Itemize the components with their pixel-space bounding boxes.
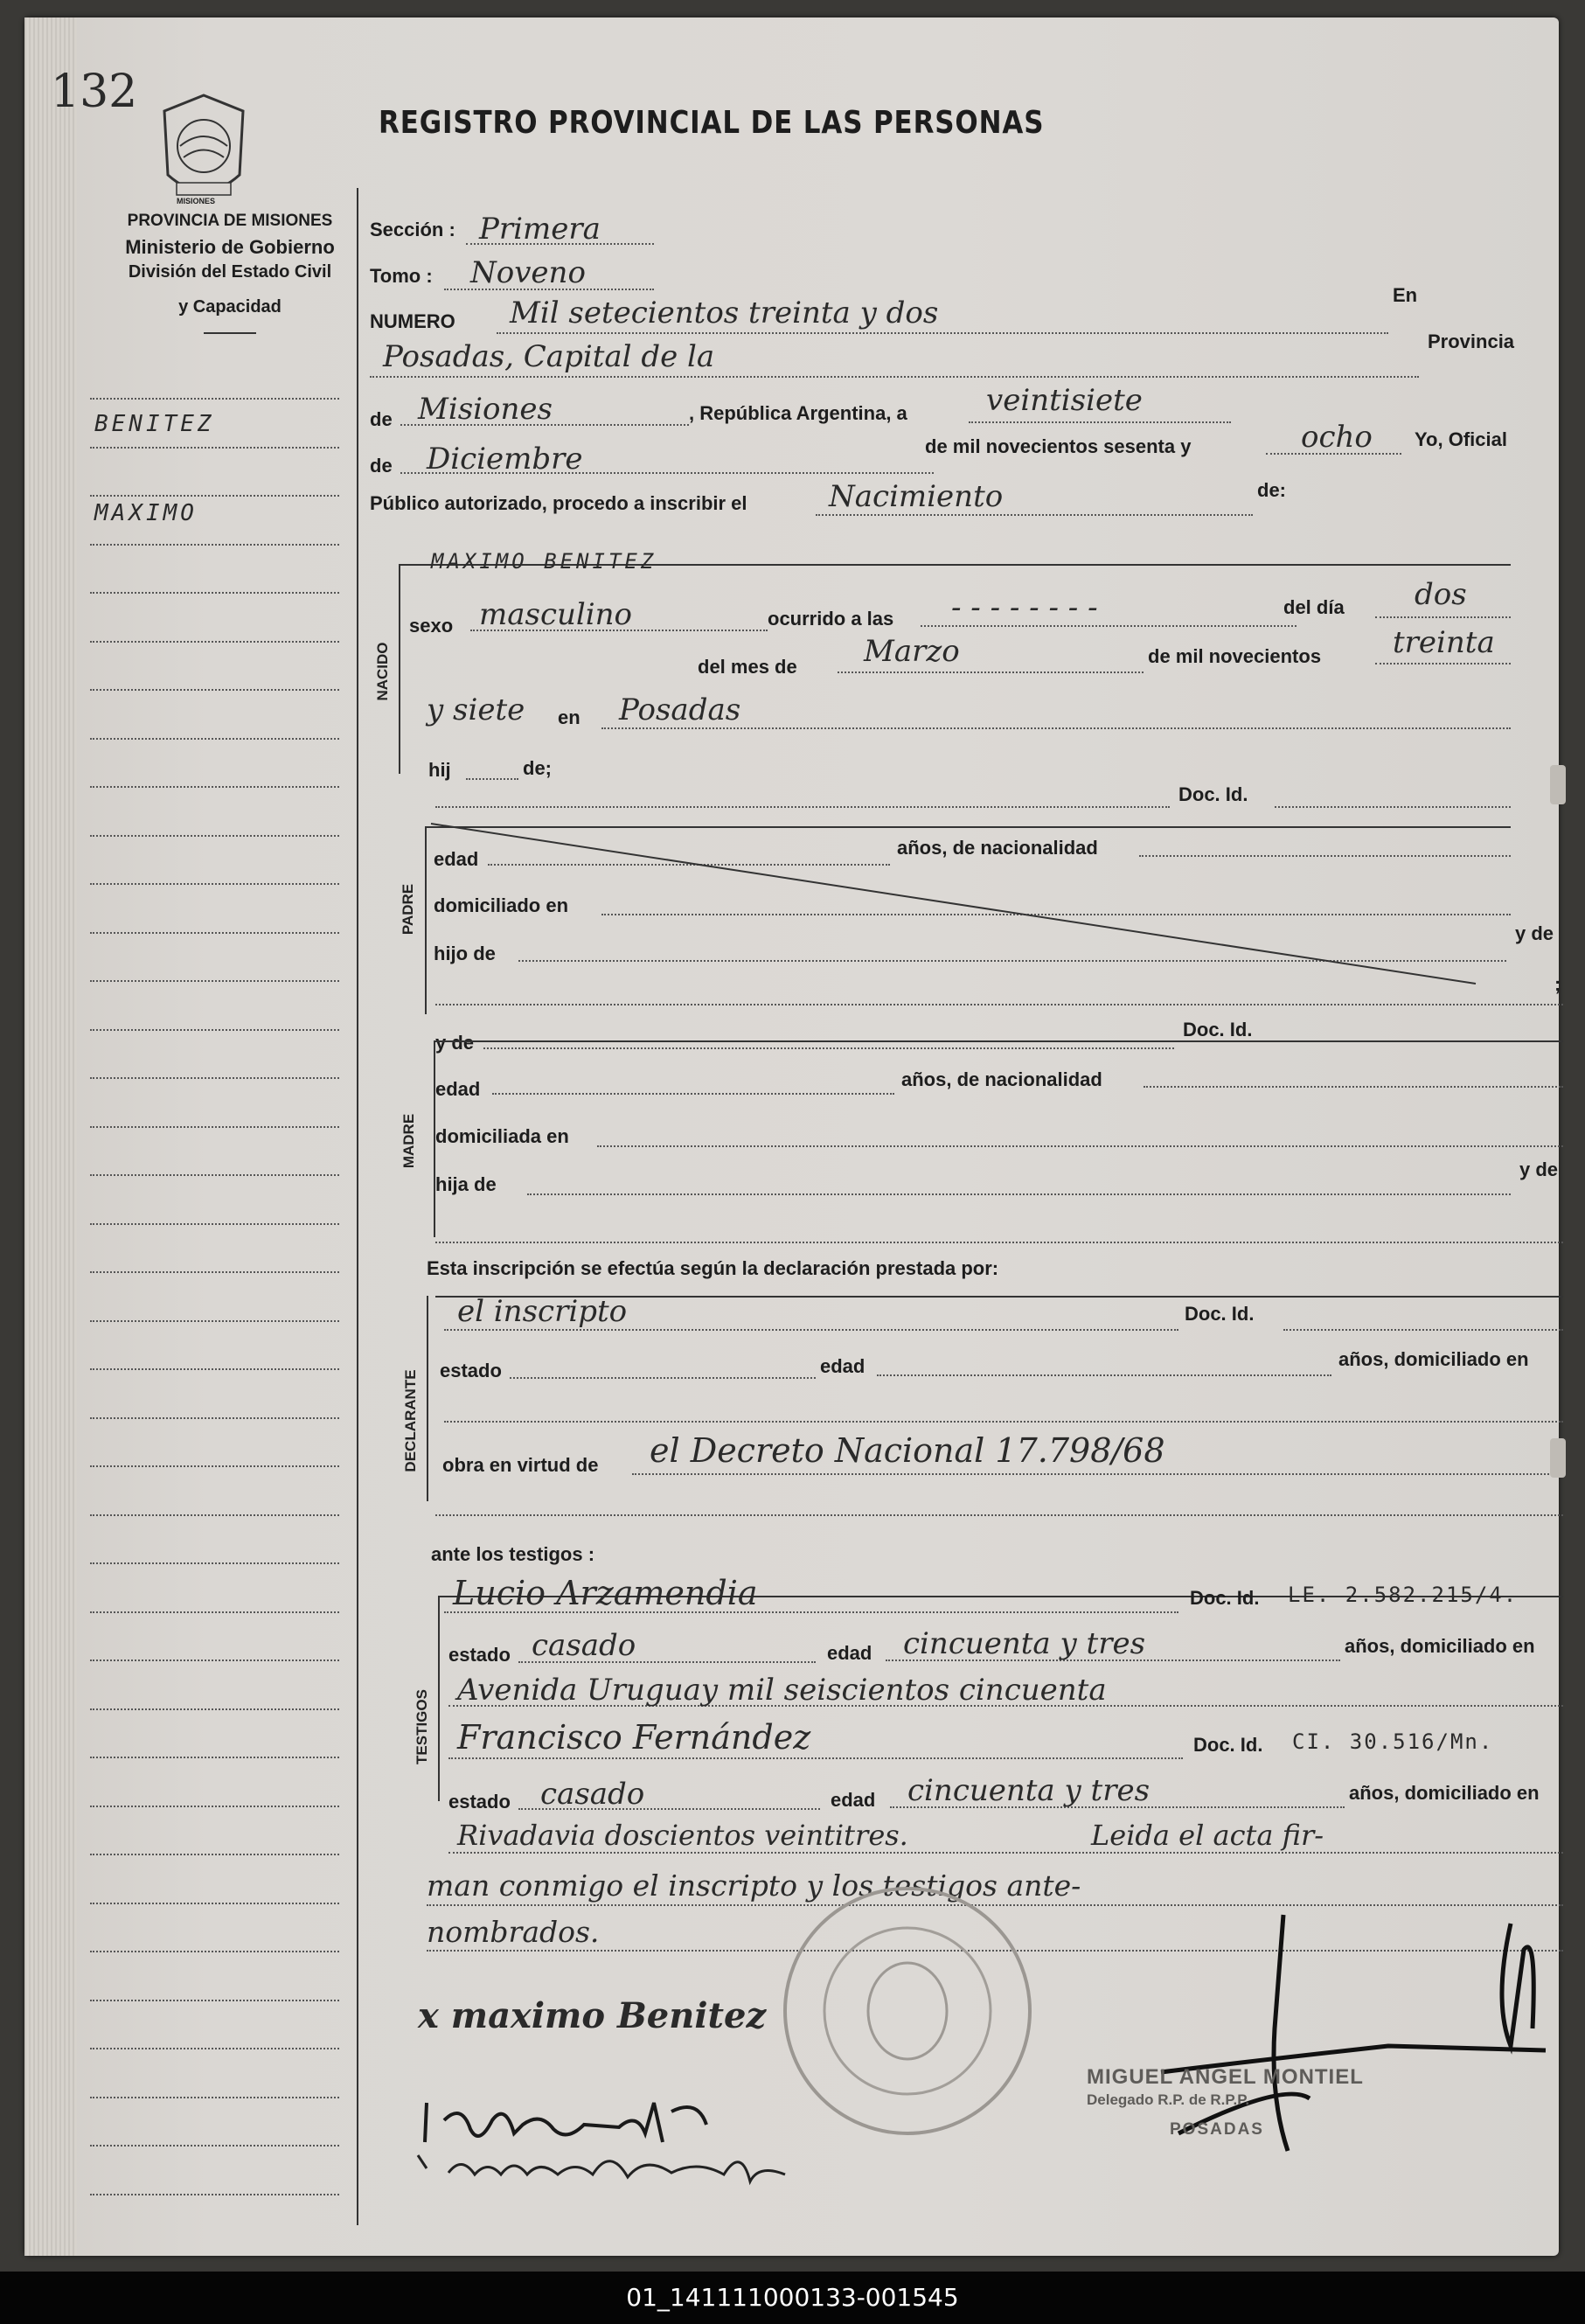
de-label-1: de (370, 408, 393, 430)
de-label-2: de (370, 455, 393, 477)
margin-ruled-line (90, 835, 339, 837)
margin-ruled-line (90, 544, 339, 546)
de-semi-label: de; (523, 757, 552, 779)
nacido-doc-line-2 (1275, 806, 1511, 808)
padre-hijo-label: hijo de (434, 943, 496, 964)
image-id-footer: 01_141111000133-001545 (0, 2272, 1585, 2324)
margin-ruled-line (90, 1465, 339, 1467)
ocurrido-label: ocurrido a las (768, 608, 894, 630)
testigos-label: ante los testigos : (431, 1543, 595, 1565)
tomo-value: Noveno (470, 255, 586, 290)
margin-ruled-line (90, 1854, 339, 1855)
madre-nac-line (1144, 1086, 1563, 1088)
margin-given-name: MAXIMO (94, 500, 198, 526)
declarante-line-end (435, 1514, 1563, 1516)
dia-nac-line (1375, 616, 1511, 618)
declarante-side-label: DECLARANTE (402, 1369, 419, 1472)
republica-label: , República Argentina, a (689, 402, 907, 424)
lugar-value: Posadas, Capital de la (383, 339, 715, 374)
madre-edad-label: edad (435, 1078, 481, 1100)
padre-dom-label: domiciliado en (434, 894, 569, 916)
margin-ruled-line (90, 641, 339, 643)
madre-hija-label: hija de (435, 1173, 497, 1195)
signature-inscripto: x maximo Benitez (418, 1995, 767, 2036)
publico-label: Público autorizado, procedo a inscribir el (370, 492, 747, 514)
margin-ruled-line (90, 1174, 339, 1176)
declarante-value: el inscripto (457, 1294, 628, 1329)
provincia-value: Misiones (418, 392, 553, 427)
testigo2-dom: Rivadavia doscientos veintitres. (457, 1819, 908, 1852)
margin-ruled-line (90, 786, 339, 788)
margin-ruled-line (90, 1903, 339, 1904)
nacido-side-label: NACIDO (374, 642, 391, 701)
hora-value: - - - - - - - - (951, 590, 1098, 625)
mes-acta-value: Diciembre (427, 442, 583, 477)
lugar-nac-value: Posadas (619, 692, 741, 727)
testigo1-estado: casado (532, 1628, 636, 1663)
testigo1-dom: Avenida Uruguay mil seiscientos cincuenta (457, 1673, 1107, 1708)
declarante-doc-line (1283, 1329, 1563, 1331)
madre-anos-label: años, de nacionalidad (901, 1068, 1102, 1090)
acto-value: Nacimiento (829, 479, 1004, 514)
testigo1-edad: cincuenta y tres (903, 1626, 1146, 1661)
testigo2-estado: casado (540, 1777, 645, 1812)
margin-ruled-line (90, 1320, 339, 1322)
yo-oficial-label: Yo, Oficial (1415, 428, 1507, 450)
seccion-label: Sección : (370, 219, 455, 240)
cierre-1: Leida el acta fir- (1091, 1819, 1324, 1852)
testigo1-estado-label: estado (448, 1644, 511, 1666)
margin-ruled-line (90, 1223, 339, 1225)
numero-label: NUMERO (370, 310, 455, 332)
cancel-strike (431, 822, 1480, 988)
madre-y-de-2-label: y de (1519, 1159, 1559, 1180)
dia-nac-value: dos (1415, 577, 1467, 612)
padre-semicolon: ; (1554, 973, 1561, 995)
padre-anos-label: años, de nacionalidad (897, 837, 1098, 859)
declarante-dom-line (444, 1421, 1563, 1423)
hij-label: hij (428, 759, 451, 781)
testigos-side-label: TESTIGOS (414, 1689, 430, 1764)
folio-number: 132 (51, 66, 138, 118)
binding-hole-2 (1550, 1438, 1566, 1478)
numero-value: Mil setecientos treinta y dos (510, 296, 939, 331)
padre-y-de-label: y de (1515, 922, 1554, 944)
declarante-edad-label: edad (820, 1355, 865, 1377)
margin-ruled-line (90, 2194, 339, 2195)
declarante-estado-label: estado (440, 1360, 502, 1381)
testigo2-dom-line (448, 1852, 1563, 1854)
page-edge (24, 17, 77, 2256)
padre-edad-label: edad (434, 848, 479, 870)
tomo-label: Tomo : (370, 265, 433, 287)
del-dia-label: del día (1283, 596, 1345, 618)
margin-surname: BENITEZ (94, 411, 215, 437)
en-nac-label: en (558, 706, 580, 728)
declarante-side-rule (427, 1296, 428, 1501)
nacido-doc-line (435, 806, 1170, 808)
margin-ruled-line (90, 980, 339, 982)
margin-ruled-line (90, 2000, 339, 2001)
testigo1-doc-label: Doc. Id. (1190, 1587, 1260, 1609)
mes-nac-line (838, 671, 1144, 673)
hora-line (921, 625, 1297, 627)
testigo1-doc: LE. 2.582.215/4. (1288, 1583, 1519, 1607)
signature-witnesses (409, 2094, 864, 2190)
numero-line (497, 332, 1388, 334)
margin-ruled-line (90, 1417, 339, 1419)
provincia-label: Provincia (1428, 331, 1515, 352)
margin-ruled-line (90, 1562, 339, 1564)
del-mes-label: del mes de (698, 656, 797, 678)
margin-ruled-line (90, 447, 339, 449)
margin-ruled-line (90, 1514, 339, 1516)
padre-line-4 (435, 1004, 1563, 1005)
divider (204, 332, 256, 334)
seal-text: MISIONES (177, 197, 216, 205)
margin-ruled-line (90, 689, 339, 691)
margin-ruled-line (90, 1660, 339, 1661)
official-stamp-city: POSADAS (1170, 2120, 1264, 2139)
margin-ruled-line (90, 1951, 339, 1952)
margin-ruled-line (90, 398, 339, 400)
province-seal-icon (156, 92, 252, 214)
capacity-label: y Capacidad (178, 297, 282, 317)
signature-official (1021, 1897, 1563, 2160)
margin-ruled-line (90, 1368, 339, 1370)
testigo2-name: Francisco Fernández (457, 1718, 811, 1757)
margin-ruled-line (90, 1757, 339, 1758)
lugar-nac-line (601, 727, 1511, 729)
testigos-side-rule (438, 1596, 440, 1801)
margin-ruled-line (90, 1708, 339, 1710)
division-label: División del Estado Civil (128, 262, 332, 282)
madre-doc-label: Doc. Id. (1183, 1019, 1253, 1040)
dia-acta-line (969, 421, 1231, 423)
official-stamp-name: MIGUEL ANGEL MONTIEL (1087, 2065, 1364, 2089)
seccion-value: Primera (479, 212, 601, 247)
declarante-anos-label: años, domiciliado en (1338, 1348, 1529, 1370)
acto-line (816, 514, 1253, 516)
margin-ruled-line (90, 1271, 339, 1273)
testigo1-line (444, 1611, 1178, 1613)
obra-line (632, 1473, 1563, 1475)
testigo2-edad-label: edad (831, 1789, 876, 1811)
margin-ruled-line (90, 738, 339, 740)
margin-ruled-line (90, 1126, 339, 1128)
official-stamp-role: Delegado R.P. de R.P.P. (1087, 2091, 1250, 2108)
ministry-label: Ministerio de Gobierno (125, 236, 335, 258)
margin-ruled-line (90, 495, 339, 497)
dia-acta-value: veintisiete (986, 383, 1143, 418)
margin-ruled-line (90, 1806, 339, 1807)
anio-nac-2-value: y siete (427, 692, 525, 727)
binding-hole (1550, 765, 1566, 804)
sexo-label: sexo (409, 615, 454, 637)
padre-side-rule (425, 826, 427, 1014)
testigo2-doc: CI. 30.516/Mn. (1292, 1729, 1494, 1754)
margin-ruled-line (90, 1029, 339, 1031)
margin-column-rule (357, 188, 358, 2225)
margin-ruled-line (90, 1077, 339, 1079)
testigo1-name: Lucio Arzamendia (453, 1574, 758, 1612)
margin-ruled-line (90, 1611, 339, 1613)
margin-ruled-line (90, 2048, 339, 2049)
cierre-2: man conmigo el inscripto y los testigos ante- (427, 1868, 1081, 1903)
madre-top-rule (435, 1040, 1563, 1042)
declarante-estado-line (510, 1377, 816, 1379)
de-mil-label: de mil novecientos sesenta y (925, 435, 1192, 457)
testigo2-edad: cincuenta y tres (907, 1773, 1151, 1808)
anio-nac-1-value: treinta (1393, 625, 1495, 660)
cierre-3: nombrados. (427, 1915, 600, 1949)
declarante-edad-line (877, 1374, 1331, 1376)
margin-ruled-line (90, 932, 339, 934)
testigo2-line (448, 1757, 1183, 1759)
nacido-side-rule (399, 564, 400, 774)
testigo1-anos-label: años, domiciliado en (1345, 1635, 1535, 1657)
madre-edad-line (492, 1093, 894, 1095)
madre-dom-label: domiciliada en (435, 1125, 569, 1147)
register-page (24, 17, 1559, 2256)
province-label: PROVINCIA DE MISIONES (127, 212, 333, 230)
margin-ruled-line (90, 2145, 339, 2147)
anio-nac-line (1375, 663, 1511, 664)
obra-value: el Decreto Nacional 17.798/68 (650, 1431, 1165, 1470)
testigo2-estado-label: estado (448, 1791, 511, 1813)
anio-value: ocho (1301, 420, 1373, 455)
declarante-line (444, 1329, 1178, 1331)
obra-label: obra en virtud de (442, 1454, 599, 1476)
hij-line (466, 778, 518, 780)
nombre-value: MAXIMO BENITEZ (431, 549, 657, 574)
de-mil-nov-label: de mil novecientos (1148, 645, 1322, 667)
madre-y-de-line (483, 1047, 1174, 1049)
padre-side-label: PADRE (400, 883, 416, 936)
madre-y-de-label: y de (435, 1032, 475, 1054)
margin-ruled-line (90, 592, 339, 594)
declarante-doc-label: Doc. Id. (1185, 1303, 1255, 1325)
margin-ruled-line (90, 883, 339, 885)
madre-dom-line (597, 1145, 1563, 1147)
testigo2-doc-label: Doc. Id. (1193, 1734, 1263, 1756)
madre-side-label: MADRE (400, 1113, 417, 1169)
en-label: En (1393, 284, 1418, 306)
sexo-value: masculino (479, 597, 633, 632)
lugar-line (370, 376, 1419, 378)
declaracion-label: Esta inscripción se efectúa según la declaración prestada por: (427, 1257, 999, 1279)
margin-ruled-line (90, 2097, 339, 2098)
nacido-doc-label: Doc. Id. (1178, 783, 1248, 805)
de-colon-label: de: (1257, 479, 1286, 501)
testigo2-anos-label: años, domiciliado en (1349, 1782, 1540, 1804)
testigo1-edad-label: edad (827, 1642, 872, 1664)
madre-line-5 (435, 1242, 1563, 1243)
page-title: REGISTRO PROVINCIAL DE LAS PERSONAS (379, 105, 1045, 141)
madre-hija-line (527, 1193, 1511, 1195)
mes-nac-value: Marzo (864, 634, 960, 669)
